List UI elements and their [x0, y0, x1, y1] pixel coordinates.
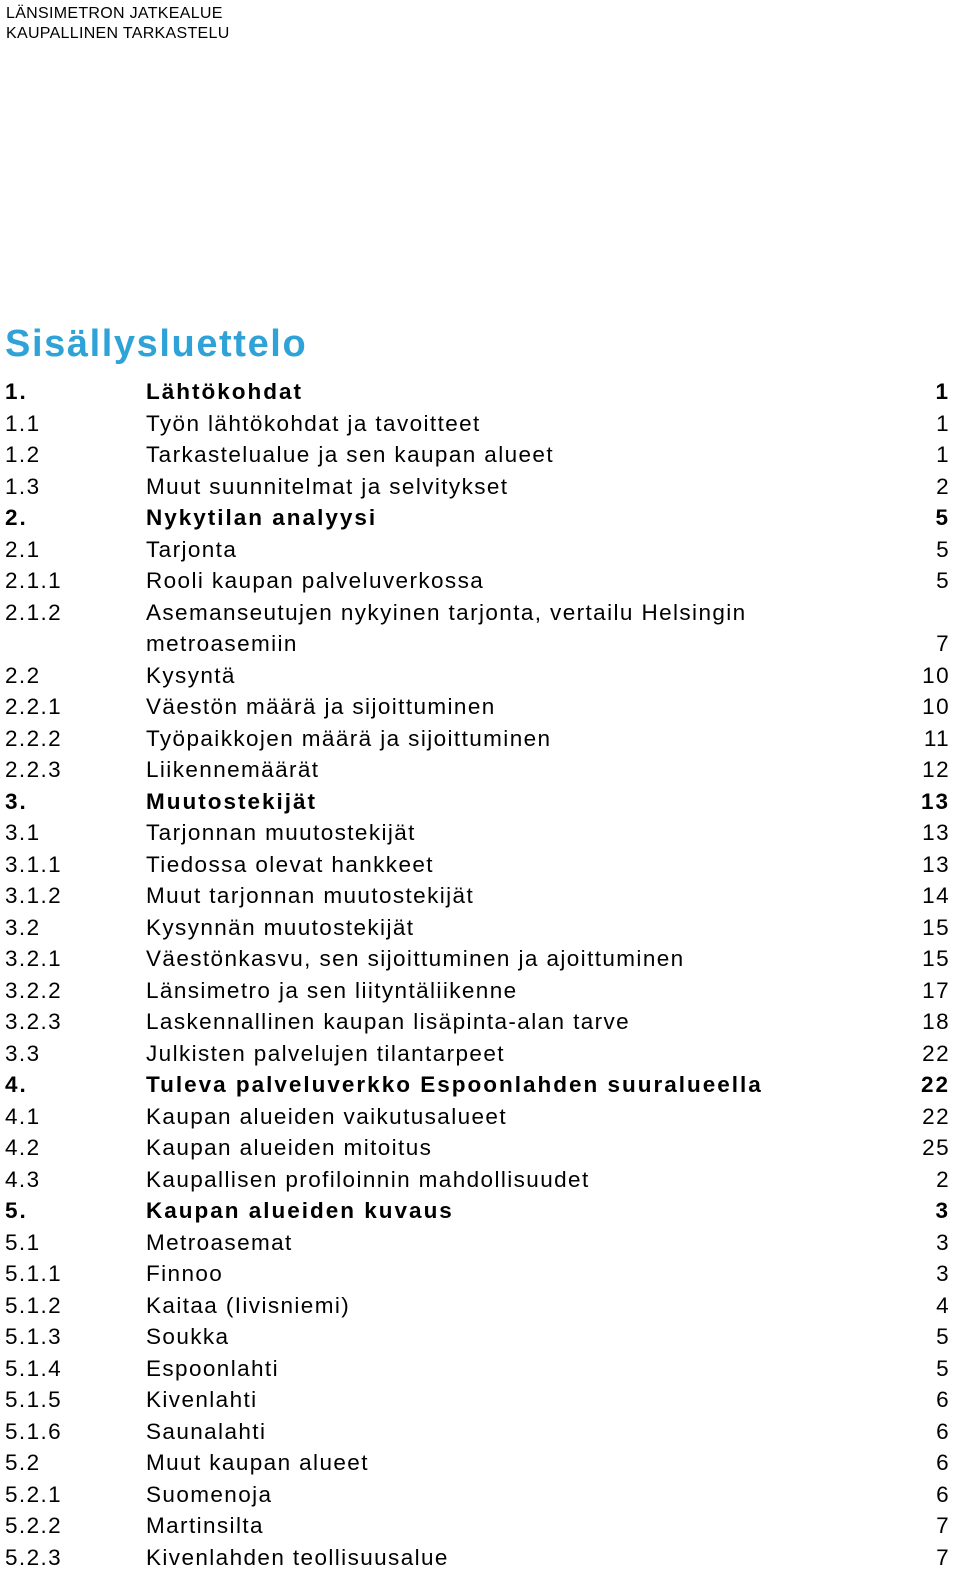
toc-entry-number: 5.1.3: [5, 1324, 63, 1349]
toc-entry[interactable]: [5, 660, 950, 692]
toc-entry-page-number: 11: [923, 725, 950, 751]
toc-entry-number: 3.3: [5, 1040, 41, 1066]
toc-entry-page-number: 7: [936, 631, 950, 656]
toc-entry-page-number: 5: [936, 536, 950, 562]
toc-entry-number: 5.1.5: [5, 1387, 63, 1412]
toc-entry-number: 3.2.1: [5, 946, 63, 971]
toc-entry-number: 3.: [5, 788, 28, 814]
toc-entry-page-number: 14: [922, 883, 950, 908]
toc-entry[interactable]: [5, 817, 950, 849]
toc-entry-title: Saunalahti: [146, 1418, 267, 1444]
toc-entry-number: 5.2: [5, 1450, 41, 1475]
toc-entry-title-continued: metroasemiin: [146, 631, 298, 656]
toc-entry-page-number: 13: [922, 851, 950, 877]
toc-entry[interactable]: [5, 534, 950, 566]
toc-entry-page-number: 3: [936, 1261, 950, 1286]
toc-entry-title: Muut suunnitelmat ja selvitykset: [146, 473, 509, 499]
toc-entry[interactable]: [5, 1006, 950, 1038]
toc-entry[interactable]: [5, 1384, 950, 1416]
toc-entry-title: Työn lähtökohdat ja tavoitteet: [146, 410, 481, 436]
toc-entry[interactable]: [5, 1132, 950, 1164]
toc-entry-title: Kivenlahden teollisuusalue: [146, 1544, 449, 1570]
toc-entry-title: Liikennemäärät: [146, 757, 320, 782]
toc-entry[interactable]: [5, 912, 950, 944]
toc-entry[interactable]: [5, 1416, 950, 1448]
toc-entry-page-number: 17: [922, 977, 950, 1003]
toc-entry[interactable]: [5, 943, 950, 975]
toc-entry[interactable]: [5, 1038, 950, 1070]
toc-entry-number: 5.1.1: [5, 1261, 63, 1286]
toc-entry-page-number: 15: [922, 914, 950, 940]
toc-entry-page-number: 6: [936, 1481, 950, 1507]
toc-entry-title: Kivenlahti: [146, 1387, 258, 1412]
toc-entry-number: 1.1: [5, 410, 41, 436]
toc-entry-number: 5.2.1: [5, 1481, 63, 1507]
toc-entry[interactable]: [5, 565, 950, 597]
toc-entry-title: Julkisten palvelujen tilantarpeet: [146, 1040, 505, 1066]
toc-entry-number: 3.2: [5, 914, 41, 940]
toc-entry-title: Väestönkasvu, sen sijoittuminen ja ajoittuminen: [146, 946, 685, 971]
toc-entry[interactable]: [5, 975, 950, 1007]
toc-entry-number: 4.1: [5, 1103, 41, 1129]
toc-entry-number: 3.1.1: [5, 851, 63, 877]
toc-entry-number: 3.1.2: [5, 883, 63, 908]
toc-entry[interactable]: [5, 1101, 950, 1133]
toc-entry-number: 2.2.3: [5, 757, 63, 782]
toc-entry-title: Muutostekijät: [146, 788, 318, 814]
toc-entry-title: Espoonlahti: [146, 1355, 279, 1381]
toc-entry[interactable]: [5, 754, 950, 786]
toc-entry-number: 2.1.2: [5, 599, 63, 625]
toc-entry-number: 5.2.3: [5, 1544, 63, 1570]
toc-entry-title: Kaupan alueiden vaikutusalueet: [146, 1103, 507, 1129]
toc-entry-page-number: 13: [920, 788, 950, 814]
toc-entry[interactable]: [5, 1290, 950, 1322]
toc-entry-number: 5.1.6: [5, 1418, 63, 1444]
toc-entry[interactable]: [5, 408, 950, 440]
toc-entry-page-number: 13: [922, 820, 950, 845]
table-of-contents: [5, 376, 950, 1573]
header-line-2: KAUPALLINEN TARKASTELU: [6, 25, 230, 42]
toc-entry[interactable]: [5, 1447, 950, 1479]
toc-entry-number: 2.2.2: [5, 725, 63, 751]
toc-entry-page-number: 1: [936, 410, 950, 436]
toc-entry-page-number: 5: [935, 505, 950, 530]
toc-entry-title: Kysyntä: [146, 662, 236, 688]
toc-entry-number: 4.: [5, 1072, 28, 1097]
toc-entry-number: 2.1: [5, 536, 41, 562]
toc-entry-title: Kysynnän muutostekijät: [146, 914, 415, 940]
toc-entry-title: Länsimetro ja sen liityntäliikenne: [146, 977, 518, 1003]
toc-entry-page-number: 1: [935, 379, 950, 404]
toc-entry-title: Finnoo: [146, 1261, 224, 1286]
toc-entry-page-number: 6: [936, 1450, 950, 1475]
toc-entry-number: 3.2.3: [5, 1009, 63, 1034]
toc-entry-number: 1.2: [5, 442, 41, 467]
toc-entry-page-number: 22: [920, 1072, 950, 1097]
toc-entry-title: Kaitaa (Iivisniemi): [146, 1292, 351, 1318]
toc-entry-page-number: 6: [936, 1387, 950, 1412]
toc-entry-number: 2.: [5, 505, 28, 530]
document-header: [6, 4, 230, 44]
toc-entry-page-number: 10: [922, 694, 950, 719]
toc-entry[interactable]: [5, 471, 950, 503]
toc-entry-number: 2.2: [5, 662, 41, 688]
toc-entry-page-number: 7: [936, 1513, 950, 1538]
toc-entry[interactable]: [5, 849, 950, 881]
toc-entry-page-number: 2: [936, 473, 950, 499]
toc-entry-number: 5.2.2: [5, 1513, 63, 1538]
toc-entry-number: 4.2: [5, 1135, 41, 1160]
toc-entry-page-number: 15: [922, 946, 950, 971]
toc-entry-page-number: 6: [936, 1418, 950, 1444]
toc-entry-number: 5.1: [5, 1229, 41, 1255]
toc-entry[interactable]: [5, 1164, 950, 1196]
toc-entry-title: Muut kaupan alueet: [146, 1450, 369, 1475]
toc-entry-number: 3.2.2: [5, 977, 63, 1003]
toc-entry-number: 5.1.2: [5, 1292, 63, 1318]
toc-entry-page-number: 4: [936, 1292, 950, 1318]
toc-entry-title: Nykytilan analyysi: [146, 505, 378, 530]
toc-entry[interactable]: [5, 1510, 950, 1542]
toc-entry[interactable]: [5, 723, 950, 755]
toc-entry-page-number: 2: [936, 1166, 950, 1192]
toc-entry-page-number: 22: [922, 1103, 950, 1129]
toc-entry-title: Tuleva palveluverkko Espoonlahden suuralueella: [146, 1072, 763, 1097]
toc-entry-number: 1.: [5, 379, 28, 404]
toc-entry-page-number: 1: [936, 442, 950, 467]
toc-entry[interactable]: [5, 439, 950, 471]
toc-entry-number: 2.2.1: [5, 694, 63, 719]
toc-entry-number: 4.3: [5, 1166, 41, 1192]
toc-entry-page-number: 25: [922, 1135, 950, 1160]
toc-entry-title: Tarjonnan muutostekijät: [146, 820, 416, 845]
toc-entry[interactable]: [5, 1321, 950, 1353]
toc-entry-page-number: 10: [922, 662, 950, 688]
toc-entry-title: Kaupan alueiden kuvaus: [146, 1198, 454, 1223]
header-line-1: LÄNSIMETRON JATKEALUE: [6, 5, 223, 22]
toc-entry-page-number: 18: [922, 1009, 950, 1034]
toc-entry[interactable]: [5, 1069, 950, 1101]
toc-entry-title: Kaupan alueiden mitoitus: [146, 1135, 433, 1160]
toc-entry[interactable]: [5, 502, 950, 534]
toc-entry[interactable]: [5, 1542, 950, 1574]
toc-entry-page-number: 5: [936, 1355, 950, 1381]
toc-entry-page-number: 7: [936, 1544, 950, 1570]
toc-entry-title: Suomenoja: [146, 1481, 273, 1507]
toc-entry[interactable]: [5, 1227, 950, 1259]
toc-entry[interactable]: [5, 691, 950, 723]
toc-entry[interactable]: [5, 786, 950, 818]
toc-entry[interactable]: [5, 880, 950, 912]
toc-entry-title: Työpaikkojen määrä ja sijoittuminen: [146, 725, 552, 751]
toc-entry-title: Kaupallisen profiloinnin mahdollisuudet: [146, 1166, 590, 1192]
toc-entry-title: Soukka: [146, 1324, 230, 1349]
toc-entry-title: Tiedossa olevat hankkeet: [146, 851, 434, 877]
toc-entry[interactable]: [5, 1195, 950, 1227]
toc-entry-page-number: 12: [922, 757, 950, 782]
toc-entry-title: Metroasemat: [146, 1229, 293, 1255]
toc-entry-title: Martinsilta: [146, 1513, 264, 1538]
toc-entry-title: Tarjonta: [146, 536, 238, 562]
toc-entry[interactable]: [5, 597, 950, 660]
toc-entry-number: 5.1.4: [5, 1355, 63, 1381]
toc-entry-title: Asemanseutujen nykyinen tarjonta, vertailu Helsingin: [146, 599, 747, 625]
toc-entry[interactable]: [5, 1353, 950, 1385]
toc-entry-number: 1.3: [5, 473, 41, 499]
toc-entry-title: Muut tarjonnan muutostekijät: [146, 883, 475, 908]
toc-entry-title: Lähtökohdat: [146, 379, 303, 404]
page-title: Sisällysluettelo: [5, 323, 308, 365]
toc-entry-number: 5.: [5, 1198, 28, 1223]
toc-entry-title: Tarkastelualue ja sen kaupan alueet: [146, 442, 555, 467]
toc-entry-page-number: 22: [922, 1040, 950, 1066]
toc-entry-title: Laskennallinen kaupan lisäpinta-alan tarve: [146, 1009, 631, 1034]
toc-entry[interactable]: [5, 376, 950, 408]
toc-entry-title: Väestön määrä ja sijoittuminen: [146, 694, 496, 719]
toc-entry-page-number: 3: [936, 1229, 950, 1255]
toc-entry-page-number: 5: [936, 568, 950, 593]
toc-entry-number: 3.1: [5, 820, 41, 845]
toc-entry[interactable]: [5, 1258, 950, 1290]
toc-entry[interactable]: [5, 1479, 950, 1511]
toc-entry-title: Rooli kaupan palveluverkossa: [146, 568, 485, 593]
toc-entry-number: 2.1.1: [5, 568, 63, 593]
toc-entry-page-number: 3: [935, 1198, 950, 1223]
toc-entry-page-number: 5: [936, 1324, 950, 1349]
